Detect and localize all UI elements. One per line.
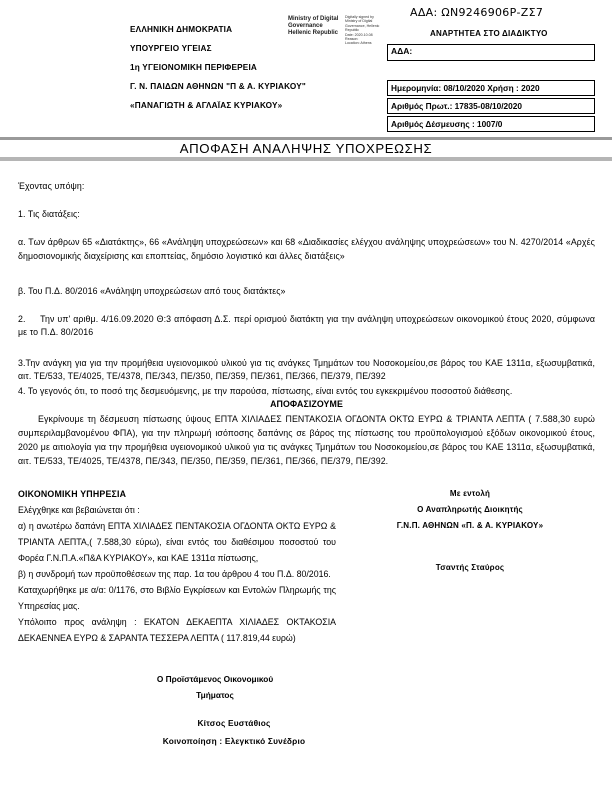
finance-heading: ΟΙΚΟΝΟΜΙΚΗ ΥΠΗΡΕΣΙΑ — [18, 489, 127, 499]
digital-signature-stamp — [288, 16, 338, 37]
body-item-1b: β. Του Π.Δ. 80/2016 «Ανάληψη υποχρεώσεων από τους διατάκτες» — [18, 286, 286, 296]
stamp-ministry-line: Governance — [288, 23, 323, 29]
signatory-role-line1: Ο Αναπληρωτής Διοικητής — [417, 505, 523, 514]
finance-point-a: α) η ανωτέρω δαπάνη ΕΠΤΑ ΧΙΛΙΑΔΕΣ ΠΕΝΤΑΚΟΣΙΑ ΟΓΔΟΝΤΑ ΟΚΤΩ ΕΥΡΩ & ΤΡΙΑΝΤΑ ΛΕΠΤΑ,( 7.588,30 εύρω), είναι εντός του διαθέσιμου ποσοστού του Φορέα Γ.Ν.Π.Α.«Π&Α ΚΥΡΙΑΚΟΥ», και ΚΑΕ 1311α πίστωσης, — [18, 521, 336, 563]
finance-verified-line: Ελέγχθηκε και βεβαιώνεται ότι : — [18, 505, 140, 515]
date-box: Ημερομηνία: 08/10/2020 Χρήση : 2020 — [387, 80, 595, 96]
finance-head-title-line1: Ο Προϊστάμενος Οικονομικού — [156, 674, 274, 684]
finance-head-title-line2: Τμήματος — [196, 689, 234, 700]
signature-detail-line: Reason: — [345, 37, 359, 42]
footer-cc-line: Κοινοποίηση : Ελεγκτικό Συνέδριο — [162, 736, 306, 746]
body-item-4: 4. Το γεγονός ότι, το ποσό της δεσμευόμενης, με την παρούσα, πίστωσης, είναι εντός του εγκεκριμένου ποσοστού διάθεσης. — [18, 385, 513, 396]
stamp-ministry-line: Hellenic Republic — [288, 30, 339, 36]
document-title: ΑΠΟΦΑΣΗ ΑΝΑΛΗΨΗΣ ΥΠΟΧΡΕΩΣΗΣ — [179, 141, 433, 156]
signatory-block — [355, 486, 585, 576]
signature-detail-line: Date: 2020.10.08 — [345, 32, 373, 37]
commitment-number-box: Αριθμός Δέσμευσης : 1007/0 — [387, 116, 595, 132]
document-body — [18, 180, 595, 468]
letterhead-line-hospital-alt: «ΠΑΝΑΓΙΩΤΗ & ΑΓΛΑΪΑΣ ΚΥΡΙΑΚΟΥ» — [130, 101, 283, 110]
signature-detail-line: Location: Athens — [345, 41, 372, 46]
body-item-1a: α. Των άρθρων 65 «Διατάκτης», 66 «Ανάληψη υποχρεώσεων» και 68 «Διαδικασίες ελέγχου ανάληψης υποχρεώσεων» του Ν. 4270/2014 «Αρχές δημοσιονομικής διαχείρισης και εποπτείας, δημόσιο λογιστικό και άλλες διατάξεις» — [18, 237, 595, 261]
ada-box-label: ΑΔΑ: — [391, 46, 413, 56]
signature-detail-line: Governance, Hellenic — [345, 23, 380, 28]
digital-signature-details — [345, 15, 379, 46]
decision-paragraph: Εγκρίνουμε τη δέσμευση πίστωσης ύψους ΕΠΤΑ ΧΙΛΙΑΔΕΣ ΠΕΝΤΑΚΟΣΙΑ ΟΓΔΟΝΤΑ ΟΚΤΩ ΕΥΡΩ & ΤΡΙΑΝΤΑ ΛΕΠΤΑ ( 7.588,30 ευρώ συμπεριλαμβανομένου ΦΠΑ), για την πληρωμή ισόποσης δαπάνης σε βάρος της πίστωσης του προϋπολογισμού εξόδων οικονομικού έτους, 2020 με αιτιολογία για την προμήθεια υγειονομικού υλικού για τις ανάγκες Τμημάτων του Νοσοκομείου,σε βάρος του ΚΑΕ 1311α, εξωσυμβατικά, αιτ. ΤΕ/533, ΤΕ/4025, ΤΕ/4378, ΠΕ/343, ΠΕ/350, ΠΕ/359, ΠΕ/361, ΠΕ/366, ΠΕ/379, ΠΕ/392. — [18, 413, 595, 466]
body-item-2: 2. Την υπ' αριθμ. 4/16.09.2020 Θ:3 απόφαση Δ.Σ. περί ορισμού διατάκτη για την ανάληψη υποχρεώσεων οικονομικού έτους 2020, σύμφωνα με το Π.Δ. 80/2016 — [18, 313, 595, 337]
intro-line: Έχοντας υπόψη: — [18, 181, 85, 191]
finance-balance-line: Υπόλοιπο προς ανάληψη : ΕΚΑΤΟΝ ΔΕΚΑΕΠΤΑ ΧΙΛΙΑΔΕΣ ΟΚΤΑΚΟΣΙΑ ΔΕΚΑΕΝΝΕΑ ΕΥΡΩ & ΣΑΡΑΝΤΑ ΤΕΣΣΕΡΑ ΛΕΠΤΑ ( 117.819,44 ευρώ) — [18, 617, 336, 643]
letterhead-line-ministry: ΥΠΟΥΡΓΕΙΟ ΥΓΕΙΑΣ — [130, 44, 212, 53]
finance-registered-line: Καταχωρήθηκε με α/α: 0/1176, στο Βιβλίο Εγκρίσεων και Εντολών Πληρωμής της Υπηρεσίας μας. — [18, 585, 336, 611]
body-item-1: 1. Τις διατάξεις: — [18, 208, 80, 219]
ada-box — [387, 44, 595, 61]
signatory-name: Τσαντής Σταύρος — [435, 563, 505, 572]
protocol-number-box: Αριθμός Πρωτ.: 17835-08/10/2020 — [387, 98, 595, 114]
letterhead-line-hospital: Γ. Ν. ΠΑΙΔΩΝ ΑΘΗΝΩΝ "Π & Α. ΚΥΡΙΑΚΟΥ" — [130, 82, 306, 91]
ada-code-top: ΑΔΑ: ΩΝ9246906Ρ-ΖΣ7 — [410, 6, 544, 19]
decision-heading: ΑΠΟΦΑΣΙΖΟΥΜΕ — [270, 399, 343, 409]
signatory-role-line2: Γ.Ν.Π. ΑΘΗΝΩΝ «Π. & Α. ΚΥΡΙΑΚΟΥ» — [396, 521, 544, 530]
letterhead-line-republic: ΕΛΛΗΝΙΚΗ ΔΗΜΟΚΡΑΤΙΑ — [130, 25, 233, 34]
publish-on-internet-label: ΑΝΑΡΤΗΤΕΑ ΣΤΟ ΔΙΑΔΙΚΤΥΟ — [430, 29, 548, 38]
footer-officer-name: Κίτσος Ευστάθιος — [197, 718, 271, 728]
body-item-3: 3.Την ανάγκη για για την προμήθεια υγειονομικού υλικού για τις ανάγκες Τμημάτων του Νοσοκομείου,σε βάρος του ΚΑΕ 1311α, εξωσυμβατικά, αιτ. ΤΕ/533, ΤΕ/4025, ΤΕ/4378, ΠΕ/343, ΠΕ/350, ΠΕ/359, ΠΕ/361, ΠΕ/366, ΠΕ/379, ΠΕ/392 — [18, 357, 595, 381]
by-order-line: Με εντολή — [449, 489, 491, 498]
stamp-ministry-line: Ministry of Digital — [288, 16, 339, 22]
finance-service-section — [18, 486, 336, 646]
finance-head-signature-title — [60, 672, 370, 703]
signature-detail-line: Ministry of Digital — [345, 19, 373, 24]
letterhead — [130, 20, 306, 115]
title-band — [0, 137, 612, 161]
letterhead-line-region: 1η ΥΓΕΙΟΝΟΜΙΚΗ ΠΕΡΙΦΕΡΕΙΑ — [130, 63, 258, 72]
footer-block — [18, 714, 450, 750]
finance-point-b: β) η συνδρομή των προϋποθέσεων της παρ. 1α του άρθρου 4 του Π.Δ. 80/2016. — [18, 569, 331, 579]
signature-detail-line: Republic — [345, 28, 359, 33]
signature-detail-line: Digitally signed by — [345, 15, 374, 19]
